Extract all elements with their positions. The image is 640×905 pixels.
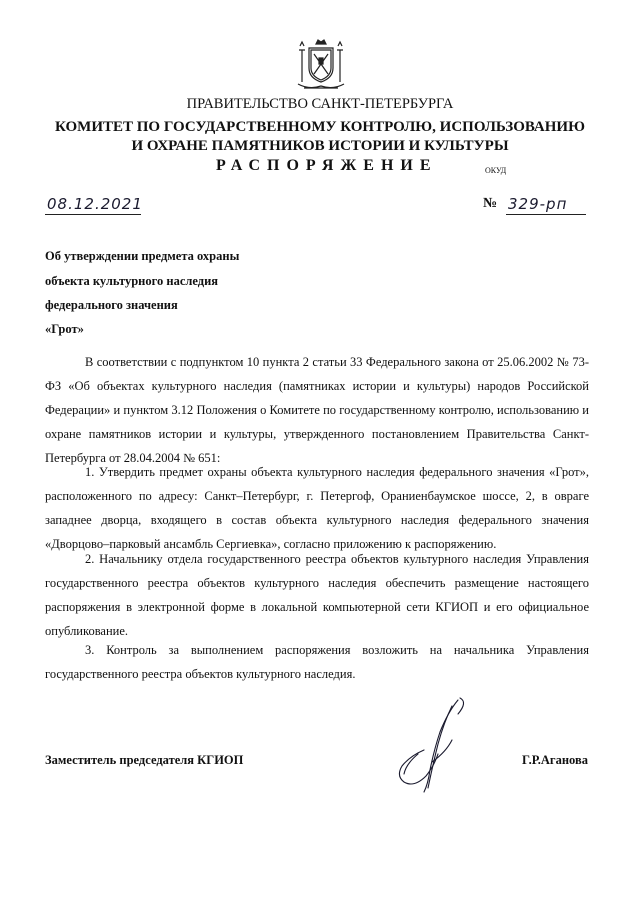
subject-line-1: Об утверждении предмета охраны — [45, 249, 240, 263]
signatory-role: Заместитель председателя КГИОП — [45, 753, 244, 767]
subject-line-2: объекта культурного наследия — [45, 274, 219, 288]
signatory-name: Г.Р.Аганова — [522, 753, 588, 767]
preamble-paragraph — [45, 350, 589, 470]
order-number-field — [506, 195, 586, 215]
item-1-paragraph — [45, 460, 589, 556]
committee-title-line1: КОМИТЕТ ПО ГОСУДАРСТВЕННОМУ КОНТРОЛЮ, ИСПОЛЬЗОВАНИЮ — [55, 119, 585, 135]
order-date-field — [45, 195, 141, 215]
committee-title-line2: И ОХРАНЕ ПАМЯТНИКОВ ИСТОРИИ И КУЛЬТУРЫ — [131, 138, 509, 154]
item-3-paragraph — [45, 638, 589, 686]
order-date-value: 08.12.2021 — [47, 195, 143, 213]
coat-of-arms-icon — [294, 38, 348, 92]
okud-label: ОКУД — [485, 166, 507, 175]
subject-line-4: «Грот» — [45, 322, 84, 336]
item-1-text: 1. Утвердить предмет охраны объекта культурного наследия федерального значения «Грот», расположенного по адресу: Санкт–Петербург, г. Петергоф, Ораниенбаумское шоссе, 2, в овраге западнее дворца, входящего в состав объекта культурного наследия федерального значения «Дворцово–парковый ансамбль Сергиевка», согласно приложению к распоряжению. — [45, 465, 589, 551]
order-number-label: № — [483, 196, 498, 211]
item-2-text: 2. Начальнику отдела государственного реестра объектов культурного наследия Управления государственного реестра объектов культурного наследия обеспечить размещение настоящего распоряжения в электронной форме в локальной компьютерной сети КГИОП и его официальное опубликование. — [45, 552, 589, 638]
government-title: ПРАВИТЕЛЬСТВО САНКТ-ПЕТЕРБУРГА — [186, 96, 454, 112]
subject-line-3: федерального значения — [45, 298, 178, 312]
document-type-title: РАСПОРЯЖЕНИЕ — [216, 157, 438, 174]
preamble-text: В соответствии с подпунктом 10 пункта 2 статьи 33 Федерального закона от 25.06.2002 № 73-ФЗ «Об объектах культурного наследия (памятниках истории и культуры) народов Российской Федерации» и пунктом 3.12 Положения о Комитете по государственному контролю, использованию и охране памятников истории и культуры, утвержденного постановлением Правительства Санкт-Петербурга от 28.04.2004 № 651: — [45, 355, 589, 465]
order-number-value: 329-рп — [508, 195, 568, 213]
handwritten-signature — [388, 692, 478, 797]
item-2-paragraph — [45, 547, 589, 643]
item-3-text: 3. Контроль за выполнением распоряжения возложить на начальника Управления государственного реестра объектов культурного наследия. — [45, 643, 589, 681]
